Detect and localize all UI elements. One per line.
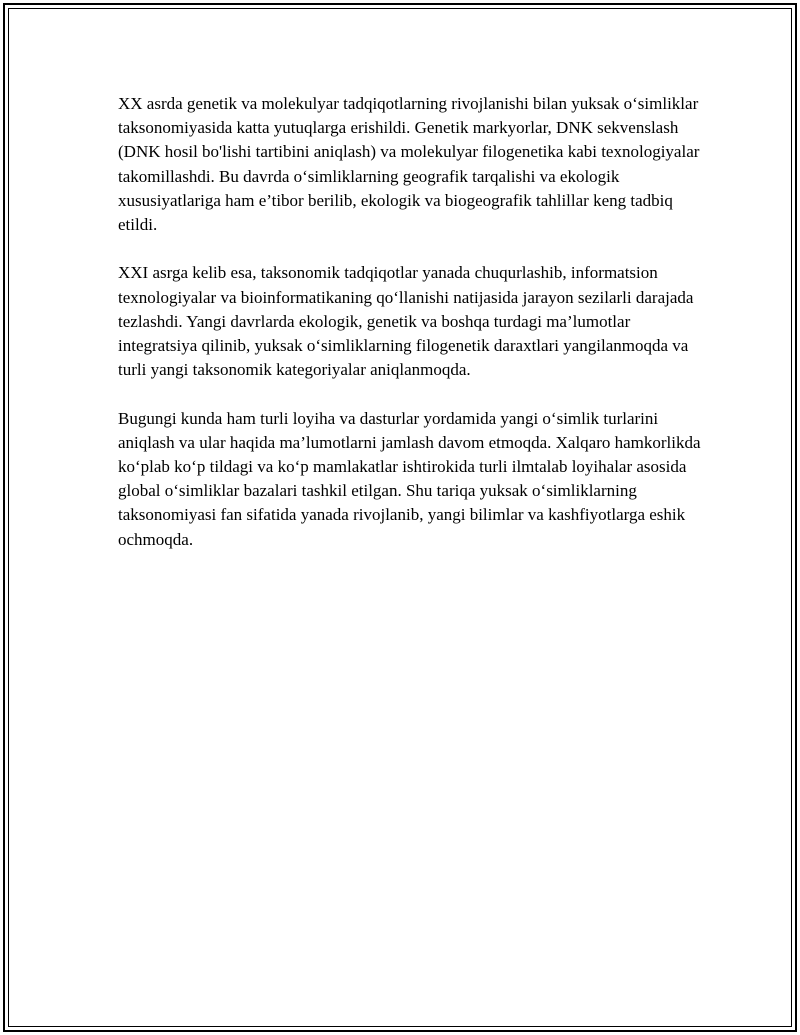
paragraph-21st-century: XXI asrga kelib esa, taksonomik tadqiqotlar yanada chuqurlashib, informatsion texnologiyalar va bioinformatikaning qo‘llanishi natijasida jarayon sezilarli darajada tezlashdi. Yangi davrlarda ekologik, genetik va boshqa turdagi ma’lumotlar integratsiya qilinib, yuksak o‘simliklarning filogenetik daraxtlari yangilanmoqda va turli yangi taksonomik kategoriyalar aniqlanmoqda. (118, 263, 694, 380)
paragraph-20th-century: XX asrda genetik va molekulyar tadqiqotlarning rivojlanishi bilan yuksak o‘simliklar taksonomiyasida katta yutuqlarga erishildi. Genetik markyorlar, DNK sekvenslash (DNK hosil bo'lishi tartibini aniqlash) va molekulyar filogenetika kabi texnologiyalar takomillashdi. Bu davrda o‘simliklarning geografik tarqalishi va ekologik xususiyatlariga ham e’tibor berilib, ekologik va biogeografik tahlillar keng tadbiq etildi. (118, 94, 700, 235)
document-body (118, 92, 708, 576)
paragraph-present-day: Bugungi kunda ham turli loyiha va dasturlar yordamida yangi o‘simlik turlarini aniqlash va ular haqida ma’lumotlarni jamlash davom etmoqda. Xalqaro hamkorlikda ko‘plab ko‘p tildagi va ko‘p mamlakatlar ishtirokida turli ilmtalab loyihalar asosida global o‘simliklar bazalari tashkil etilgan. Shu tariqa yuksak o‘simliklarning taksonomiyasi fan sifatida yanada rivojlanib, yangi bilimlar va kashfiyotlarga eshik ochmoqda. (118, 408, 701, 549)
